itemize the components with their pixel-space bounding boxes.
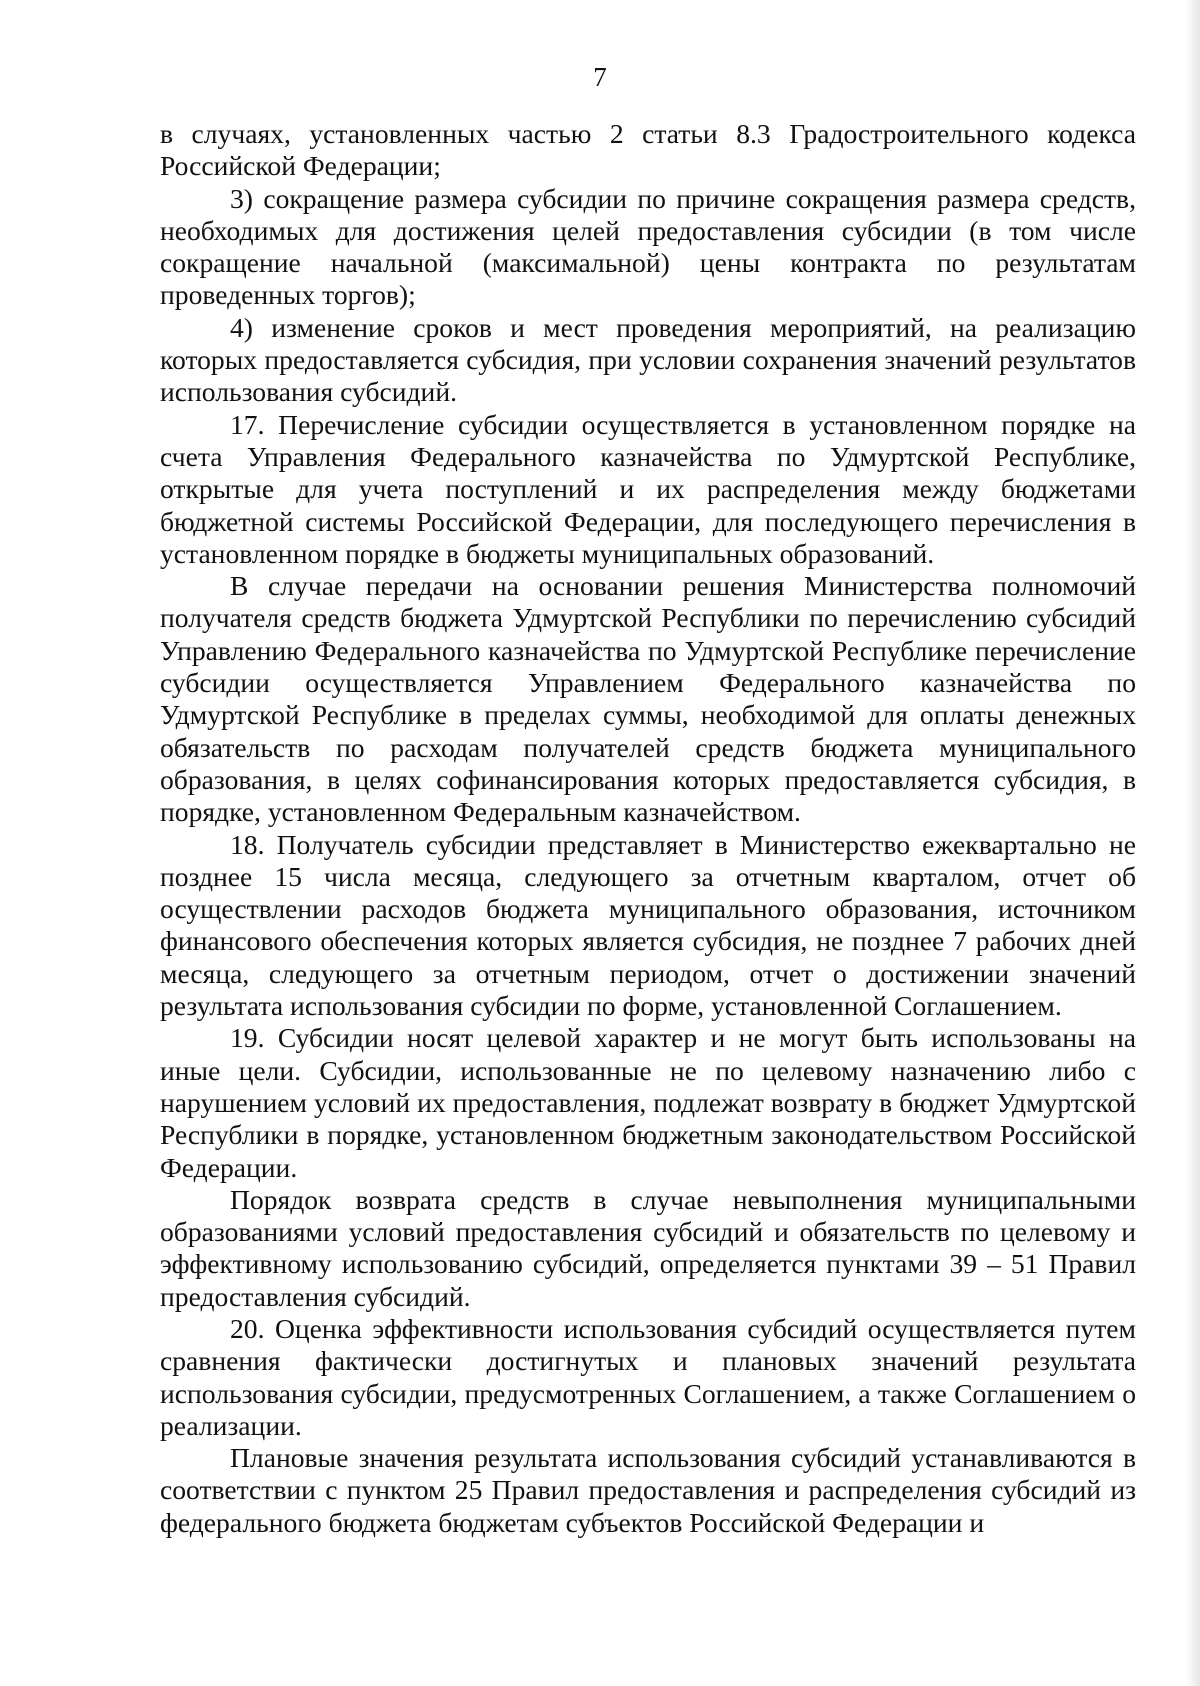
paragraph-clause-20-planned-values: Плановые значения результата использования субсидий устанавливаются в соответствии с пунктом 25 Правил предоставления и распределения субсидий из федерального бюджета бюджетам субъектов Российской Федерации и: [160, 1442, 1136, 1538]
paragraph-item-3: 3) сокращение размера субсидии по причине сокращения размера средств, необходимых для достижения целей предоставления субсидии (в том числе сокращение начальной (максимальной) цены контракта по результатам проведенных торгов);: [160, 182, 1136, 311]
scan-edge-shadow: [1186, 0, 1200, 1686]
paragraph-item-4: 4) изменение сроков и мест проведения мероприятий, на реализацию которых предоставляется субсидия, при условии сохранения значений результатов использования субсидий.: [160, 311, 1136, 408]
paragraph-clause-17-transfer: В случае передачи на основании решения Министерства полномочий получателя средств бюджета Удмуртской Республики по перечислению субсидий Управлению Федерального казначейства по Удмуртской Республике перечисление субсидии осуществляется Управлением Федерального казначейства по Удмуртской Республике в пределах суммы, необходимой для оплаты денежных обязательств по расходам получателей средств бюджета муниципального образования, в целях софинансирования которых предоставляется субсидия, в порядке, установленном Федеральным казначейством.: [160, 570, 1136, 828]
paragraph-continuation: в случаях, установленных частью 2 статьи 8.3 Градостроительного кодекса Российской Федерации;: [160, 118, 1136, 182]
paragraph-clause-19-refund: Порядок возврата средств в случае невыполнения муниципальными образованиями условий предоставления субсидий и обязательств по целевому и эффективному использованию субсидий, определяется пунктами 39 – 51 Правил предоставления субсидий.: [160, 1183, 1136, 1312]
paragraph-clause-19: 19. Субсидии носят целевой характер и не могут быть использованы на иные цели. Субсидии, использованные не по целевому назначению либо с нарушением условий их предоставления, подлежат возврату в бюджет Удмуртской Республики в порядке, установленном бюджетным законодательством Российской Федерации.: [160, 1022, 1136, 1183]
page-number: 7: [593, 62, 607, 92]
paragraph-clause-18: 18. Получатель субсидии представляет в Министерство ежеквартально не позднее 15 числа месяца, следующего за отчетным кварталом, отчет об осуществлении расходов бюджета муниципального образования, источником финансового обеспечения которых является субсидия, не позднее 7 рабочих дней месяца, следующего за отчетным периодом, отчет о достижении значений результата использования субсидии по форме, установленной Соглашением.: [160, 828, 1136, 1022]
document-body: [160, 118, 1136, 1539]
paragraph-clause-17: 17. Перечисление субсидии осуществляется в установленном порядке на счета Управления Федерального казначейства по Удмуртской Республике, открытые для учета поступлений и их распределения между бюджетами бюджетной системы Российской Федерации, для последующего перечисления в установленном порядке в бюджеты муниципальных образований.: [160, 408, 1136, 569]
paragraph-clause-20: 20. Оценка эффективности использования субсидий осуществляется путем сравнения фактически достигнутых и плановых значений результата использования субсидии, предусмотренных Соглашением, а также Соглашением о реализации.: [160, 1312, 1136, 1441]
